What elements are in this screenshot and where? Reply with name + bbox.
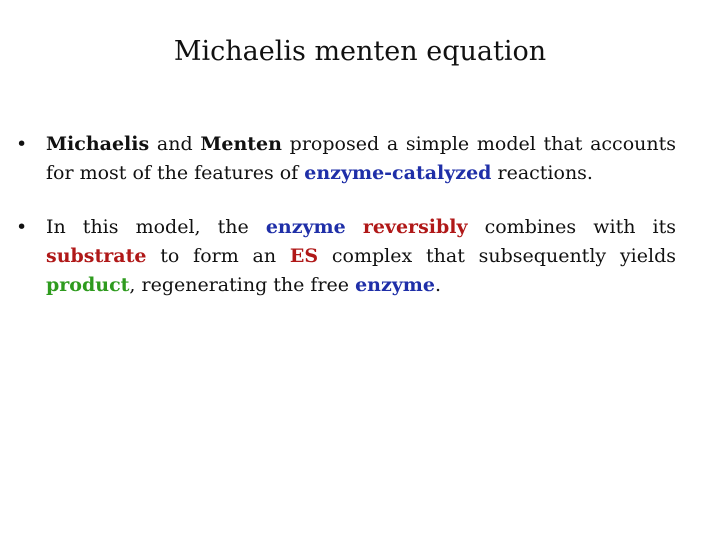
text-segment: enzyme: [355, 274, 436, 296]
text-segment: reactions.: [491, 162, 593, 184]
slide-title: Michaelis menten equation: [173, 36, 547, 67]
bullet-marker: •: [16, 216, 28, 238]
bullet-list: [16, 130, 676, 325]
text-segment: [346, 216, 363, 238]
text-segment: , regenerating the free: [129, 274, 356, 296]
bullet-item-2: [16, 213, 676, 300]
text-segment: product: [46, 274, 130, 296]
text-segment: .: [435, 274, 442, 296]
text-segment: complex that subsequently yields: [318, 245, 676, 267]
text-segment: Menten: [200, 133, 282, 155]
bullet-item-1: [16, 130, 676, 188]
text-segment: Michaelis: [46, 133, 150, 155]
text-segment: reversibly: [362, 216, 468, 238]
text-segment: substrate: [46, 245, 147, 267]
text-segment: enzyme: [265, 216, 346, 238]
text-segment: proposed a simple model that accounts for most of the features of: [46, 133, 676, 184]
text-segment: combines with its: [467, 216, 676, 238]
text-segment: enzyme-catalyzed: [304, 162, 492, 184]
text-segment: ES: [289, 245, 319, 267]
text-segment: and: [149, 133, 201, 155]
text-segment: In this model, the: [46, 216, 266, 238]
bullet-marker: •: [16, 133, 28, 155]
text-segment: to form an: [146, 245, 290, 267]
